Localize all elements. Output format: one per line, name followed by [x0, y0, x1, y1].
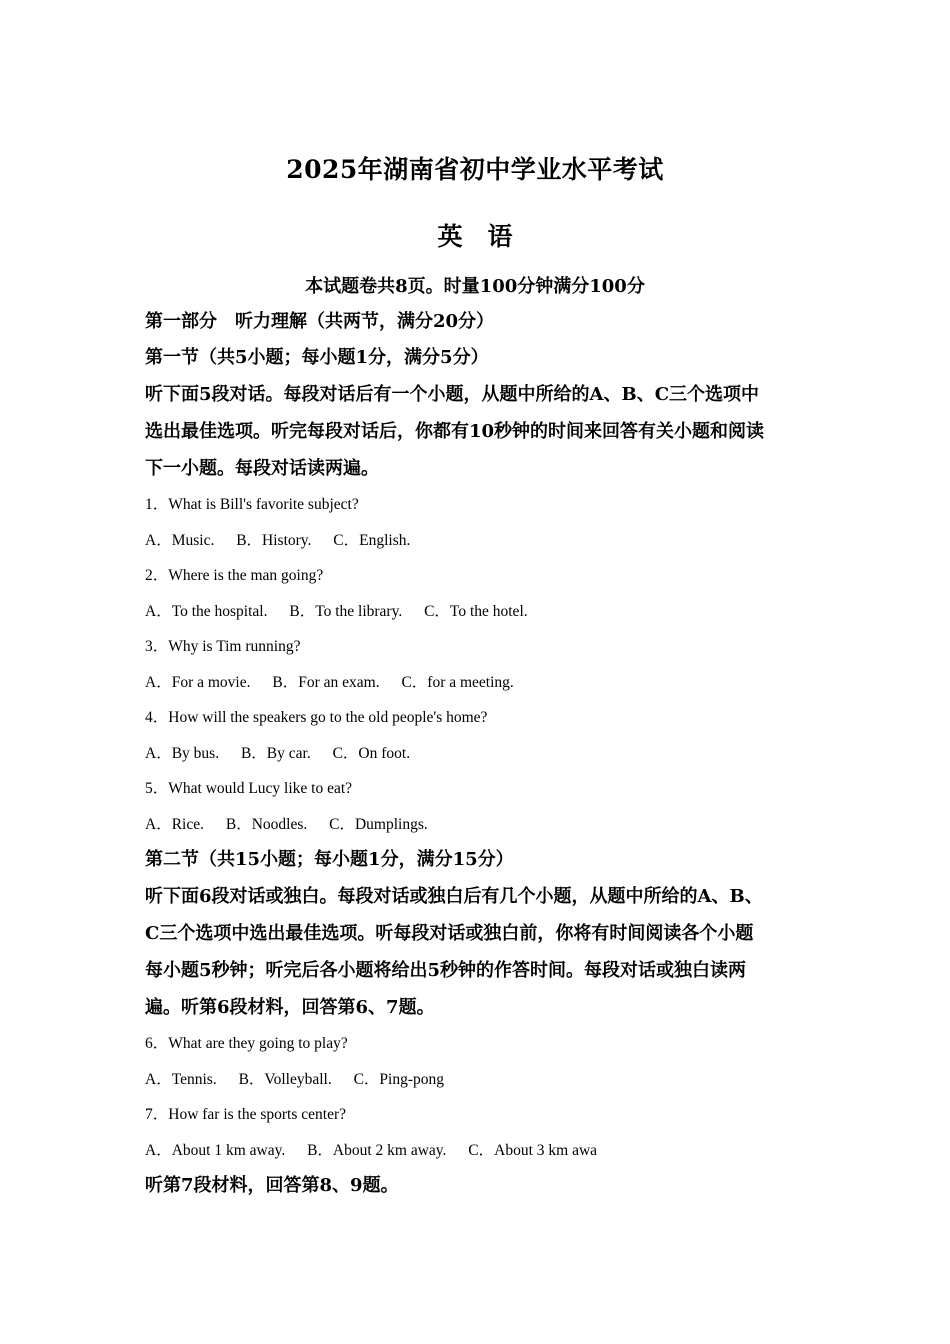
question-stem: 1．What is Bill's favorite subject?: [145, 496, 359, 513]
option-a: A．To the hospital.: [145, 602, 268, 620]
option-b: B．By car.: [240, 744, 311, 762]
next-material-line: 听第7段材料，回答第8、9题。: [145, 1175, 399, 1196]
option-c: C．for a meeting.: [401, 673, 514, 691]
question-6: [145, 1026, 810, 1097]
option-a: A．Music.: [145, 531, 215, 549]
option-c: C．About 3 km awa: [468, 1141, 598, 1159]
question-stem: 7．How far is the sports center?: [145, 1106, 347, 1123]
option-c: C．Ping-pong: [353, 1070, 445, 1088]
question-7: [145, 1097, 810, 1168]
option-a: A．For a movie.: [145, 673, 251, 691]
exam-title: 2025年湖南省初中学业水平考试: [286, 155, 664, 184]
option-b: B．About 2 km away.: [307, 1141, 447, 1159]
question-stem: 6．What are they going to play?: [145, 1035, 348, 1052]
option-b: B．For an exam.: [272, 673, 380, 691]
option-a: A．Rice.: [145, 815, 204, 833]
exam-info: 本试题卷共8页。时量100分钟满分100分: [305, 276, 645, 297]
question-stem: 4．How will the speakers go to the old people's home?: [145, 709, 488, 726]
option-b: B．History.: [236, 531, 312, 549]
option-b: B．Noodles.: [225, 815, 308, 833]
section2-heading: 第二节（共15小题；每小题1分，满分15分）: [145, 849, 514, 870]
option-b: B．To the library.: [289, 602, 403, 620]
question-5: [145, 771, 810, 842]
question-2: [145, 558, 810, 629]
question-options: [145, 594, 810, 630]
question-stem: 3．Why is Tim running?: [145, 638, 301, 655]
question-stem: 5．What would Lucy like to eat?: [145, 780, 353, 797]
option-b: B．Volleyball.: [238, 1070, 332, 1088]
question-options: [145, 665, 810, 701]
option-c: C．English.: [333, 531, 411, 549]
question-stem: 2．Where is the man going?: [145, 567, 324, 584]
option-c: C．On foot.: [332, 744, 411, 762]
question-options: [145, 736, 810, 772]
section2-instructions: [145, 878, 810, 1026]
part1-heading: 第一部分 听力理解（共两节，满分20分）: [145, 311, 495, 332]
instruction-line: 遍。听第6段材料，回答第6、7题。: [145, 997, 435, 1018]
subject-title: 英 语: [437, 222, 513, 251]
instruction-line: 听下面5段对话。每段对话后有一个小题，从题中所给的A、B、C三个选项中: [145, 384, 760, 405]
instruction-line: 选出最佳选项。听完每段对话后，你都有10秒钟的时间来回答有关小题和阅读: [145, 421, 765, 442]
question-options: [145, 1133, 810, 1169]
instruction-line: 下一小题。每段对话读两遍。: [145, 458, 379, 479]
option-a: A．By bus.: [145, 744, 220, 762]
question-4: [145, 700, 810, 771]
question-3: [145, 629, 810, 700]
section1-instructions: [145, 376, 810, 487]
option-a: A．Tennis.: [145, 1070, 217, 1088]
exam-content: [145, 304, 810, 1204]
question-options: [145, 807, 810, 843]
question-options: [145, 1062, 810, 1098]
instruction-line: 听下面6段对话或独白。每段对话或独白后有几个小题，从题中所给的A、B、: [145, 886, 763, 907]
instruction-line: C三个选项中选出最佳选项。听每段对话或独白前，你将有时间阅读各个小题: [145, 923, 754, 944]
option-c: C．Dumplings.: [329, 815, 428, 833]
section1-heading: 第一节（共5小题；每小题1分，满分5分）: [145, 347, 489, 368]
option-c: C．To the hotel.: [424, 602, 528, 620]
option-a: A．About 1 km away.: [145, 1141, 286, 1159]
instruction-line: 每小题5秒钟；听完后各小题将给出5秒钟的作答时间。每段对话或独白读两: [145, 960, 747, 981]
question-options: [145, 523, 810, 559]
question-1: [145, 487, 810, 558]
